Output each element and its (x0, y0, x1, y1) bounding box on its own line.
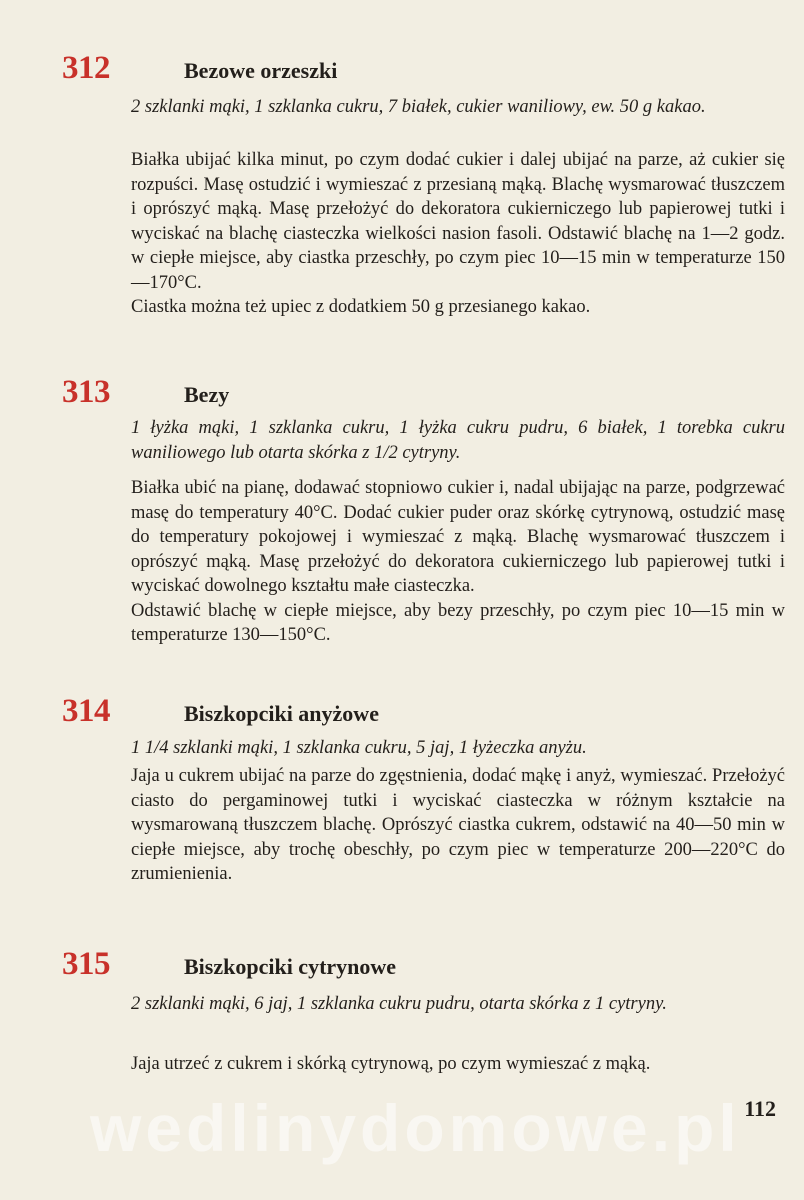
instruction-paragraph: Białka ubijać kilka minut, po czym dodać cukier i dalej ubijać na parze, aż cukier się rozpuści. Masę ostudzić i wymieszać z przesianą mąką. Blachę wysmarować tłuszczem i oprószyć mąką. Masę przełożyć do dekoratora cukierniczego lub papierowej tutki i wyciskać na blachę ciasteczka wielkości nasion fasoli. Odstawić blachę na 1—2 godz. w ciepłe miejsce, aby ciastka przeschły, po czym piec 10—15 min w temperaturze 150—170°C. (131, 150, 785, 293)
recipe-instructions (131, 1052, 785, 1077)
recipe-instructions (131, 476, 785, 648)
instruction-paragraph: Odstawić blachę w ciepłe miejsce, aby bezy przeschły, po czym piec 10—15 min w temperaturze 130—150°C. (131, 600, 785, 645)
recipe-instructions (131, 764, 785, 887)
recipe-ingredients: 1 1/4 szklanki mąki, 1 szklanka cukru, 5 jaj, 1 łyżeczka anyżu. (131, 738, 587, 758)
recipe-number: 312 (62, 50, 110, 86)
recipe-title: Biszkopciki anyżowe (184, 701, 379, 726)
recipe-title: Bezy (184, 382, 230, 407)
recipe-ingredients: 2 szklanki mąki, 1 szklanka cukru, 7 białek, cukier waniliowy, ew. 50 g kakao. (131, 97, 706, 117)
instruction-paragraph: Białka ubić na pianę, dodawać stopniowo cukier i, nadal ubijając na parze, podgrzewać masę do temperatury 40°C. Dodać cukier puder oraz skórkę cytrynową, ostudzić masę do temperatury pokojowej i wymieszać z mąką. Blachę wysmarować tłuszczem i oprószyć mąką. Masę przełożyć do dekoratora cukierniczego lub papierowej tutki i wyciskać dowolnego kształtu małe ciasteczka. (131, 478, 785, 596)
watermark: wedlinydomowe.pl (90, 1091, 741, 1165)
recipe-number: 313 (62, 374, 110, 410)
recipe-number: 314 (62, 693, 110, 729)
page-number: 112 (744, 1096, 776, 1121)
instruction-paragraph: Ciastka można też upiec z dodatkiem 50 g przesianego kakao. (131, 297, 591, 317)
recipe-ingredients: 2 szklanki mąki, 6 jaj, 1 szklanka cukru pudru, otarta skórka z 1 cytryny. (131, 994, 667, 1014)
recipe-instructions (131, 148, 785, 320)
recipe-title: Bezowe orzeszki (184, 58, 338, 83)
instruction-paragraph: Jaja utrzeć z cukrem i skórką cytrynową, po czym wymieszać z mąką. (131, 1054, 651, 1074)
recipe-number: 315 (62, 946, 110, 982)
recipe-ingredients: 1 łyżka mąki, 1 szklanka cukru, 1 łyżka cukru pudru, 6 białek, 1 torebka cukru waniliowego lub otarta skórka z 1/2 cytryny. (131, 418, 785, 463)
recipe-title: Biszkopciki cytrynowe (184, 954, 397, 979)
instruction-paragraph: Jaja u cukrem ubijać na parze do zgęstnienia, dodać mąkę i anyż, wymieszać. Przełożyć ciasto do pergaminowej tutki i wyciskać ciasteczka w różnym kształcie na wysmarowaną tłuszczem blachę. Oprószyć ciastka cukrem, odstawić na 40—50 min w ciepłe miejsce, aby trochę obeschły, po czym piec w temperaturze 200—220°C do zrumienienia. (131, 766, 785, 884)
